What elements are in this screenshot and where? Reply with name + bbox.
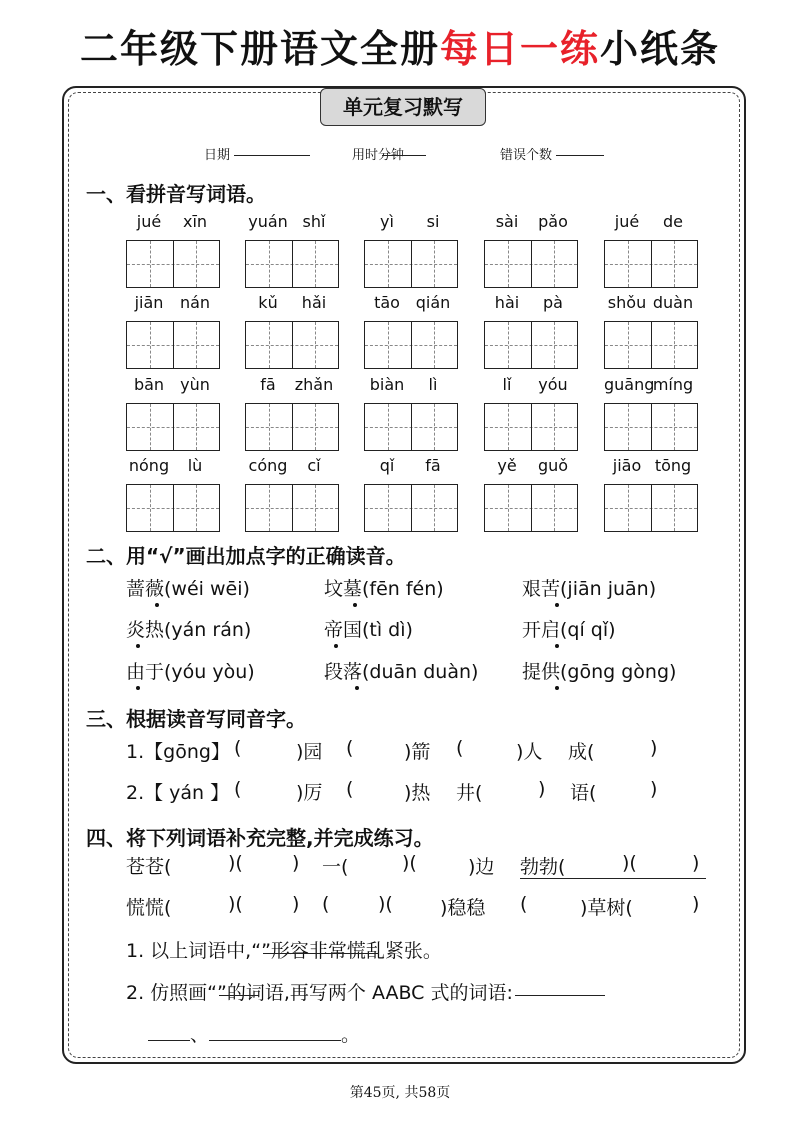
pinyin-syllable: jiān [134, 293, 164, 312]
emphasis-dot [555, 686, 559, 690]
idiom-row-1: 苍苍( )( ) 一( )( )边 勃勃( )( ) [126, 852, 700, 878]
pinyin-syllable: kǔ [258, 293, 278, 312]
writing-box[interactable] [484, 403, 578, 451]
errors-label: 错误个数 [500, 144, 552, 163]
pinyin-syllable: cǐ [307, 456, 321, 475]
writing-box[interactable] [245, 403, 339, 451]
writing-box[interactable] [364, 321, 458, 369]
emphasis-dot [353, 603, 357, 607]
pinyin-syllable: guǒ [537, 456, 569, 475]
title-part1: 二年级下册语文全册 [79, 27, 440, 71]
writing-box[interactable] [484, 484, 578, 532]
pinyin-syllable: pà [543, 293, 563, 312]
pinyin-syllable: tāo [374, 293, 400, 312]
emphasis-dot [555, 644, 559, 648]
pinyin-syllable: biàn [369, 375, 405, 394]
pinyin-syllable: qián [415, 293, 451, 312]
pinyin-syllable: lǐ [502, 375, 512, 394]
writing-box[interactable] [604, 240, 698, 288]
title-part2: 每日一练 [439, 27, 600, 71]
pinyin-syllable: lì [428, 375, 438, 394]
pinyin-syllable: fā [260, 375, 276, 394]
writing-box[interactable] [126, 321, 220, 369]
choice-item: 炎热(yán rán) [126, 619, 252, 641]
question-1: 1. 以上词语中,“ ”形容非常慌乱紧张。 [126, 936, 442, 963]
writing-box[interactable] [126, 484, 220, 532]
pinyin-syllable: nán [179, 293, 211, 312]
time-label: 用时 分钟 [352, 144, 404, 163]
unit-banner: 单元复习默写 [320, 88, 486, 126]
pinyin-syllable: yì [380, 212, 394, 231]
idiom-row-2: 慌慌( )( ) ( )( )稳稳 ( )草树( ) [126, 893, 700, 919]
pinyin-syllable: nóng [128, 456, 170, 475]
pinyin-syllable: yě [497, 456, 517, 475]
choice-item: 段落(duān duàn) [324, 661, 479, 683]
writing-box[interactable] [245, 484, 339, 532]
date-label: 日期 [204, 144, 230, 163]
choice-item: 蔷薇(wéi wēi) [126, 578, 250, 600]
pinyin-syllable: si [426, 212, 440, 231]
writing-box[interactable] [126, 403, 220, 451]
pinyin-syllable: jué [136, 212, 162, 231]
writing-box[interactable] [364, 240, 458, 288]
pinyin-syllable: qǐ [379, 456, 395, 475]
writing-box[interactable] [484, 321, 578, 369]
section4-title: 四、将下列词语补充完整,并完成练习。 [86, 826, 434, 850]
pinyin-syllable: duàn [652, 293, 694, 312]
pinyin-syllable: bān [133, 375, 165, 394]
writing-box[interactable] [364, 484, 458, 532]
section1-title: 一、看拼音写词语。 [86, 182, 266, 206]
title-part3: 小纸条 [600, 27, 721, 71]
pinyin-syllable: yuán [248, 212, 288, 231]
pinyin-syllable: cóng [248, 456, 288, 475]
emphasis-dot [155, 603, 159, 607]
writing-box[interactable] [604, 403, 698, 451]
page-footer: 第45页, 共58页 [349, 1085, 451, 1101]
pinyin-syllable: guāng [604, 375, 655, 394]
question-2: 2. 仿照画“ ”的词语,再写两个 AABC 式的词语: [126, 978, 513, 1005]
pinyin-syllable: lù [187, 456, 203, 475]
writing-box[interactable] [245, 240, 339, 288]
emphasis-dot [355, 686, 359, 690]
choice-item: 提供(gōng gòng) [522, 661, 677, 683]
choice-item: 开启(qí qǐ) [522, 619, 616, 641]
emphasis-dot [136, 686, 140, 690]
pinyin-syllable: hài [494, 293, 520, 312]
section2-title: 二、用“√”画出加点字的正确读音。 [86, 544, 406, 568]
pinyin-syllable: míng [652, 375, 694, 394]
choice-item: 由于(yóu yòu) [126, 661, 255, 683]
pinyin-syllable: shǐ [302, 212, 326, 231]
emphasis-dot [334, 644, 338, 648]
question-2-answers: 、 。 [148, 1020, 360, 1047]
section3-title: 三、根据读音写同音字。 [86, 707, 306, 731]
pinyin-syllable: fā [425, 456, 441, 475]
pinyin-syllable: pǎo [538, 212, 568, 231]
pinyin-syllable: yùn [180, 375, 210, 394]
pinyin-syllable: yóu [538, 375, 568, 394]
pinyin-syllable: shǒu [607, 293, 647, 312]
pinyin-syllable: sài [495, 212, 519, 231]
pinyin-syllable: jiāo [612, 456, 642, 475]
pinyin-syllable: tōng [654, 456, 692, 475]
writing-box[interactable] [604, 484, 698, 532]
writing-box[interactable] [364, 403, 458, 451]
emphasis-dot [136, 644, 140, 648]
emphasis-dot [555, 603, 559, 607]
pinyin-syllable: zhǎn [294, 375, 334, 394]
writing-box[interactable] [484, 240, 578, 288]
homophone-line-1: 1.【gōng】 ( )园 ( )箭 ( )人 成( ) [126, 737, 658, 763]
writing-box[interactable] [245, 321, 339, 369]
choice-item: 帝国(tì dì) [324, 619, 413, 641]
pinyin-syllable: hǎi [301, 293, 327, 312]
page-title [0, 18, 800, 73]
pinyin-syllable: de [663, 212, 683, 231]
choice-item: 艰苦(jiān juān) [522, 578, 657, 600]
choice-item: 坟墓(fēn fén) [324, 578, 444, 600]
pinyin-syllable: jué [614, 212, 640, 231]
pinyin-syllable: xīn [182, 212, 208, 231]
writing-box[interactable] [604, 321, 698, 369]
underline-mark [520, 878, 706, 879]
homophone-line-2: 2.【 yán 】 ( )厉 ( )热 井( ) 语( ) [126, 778, 658, 804]
writing-box[interactable] [126, 240, 220, 288]
